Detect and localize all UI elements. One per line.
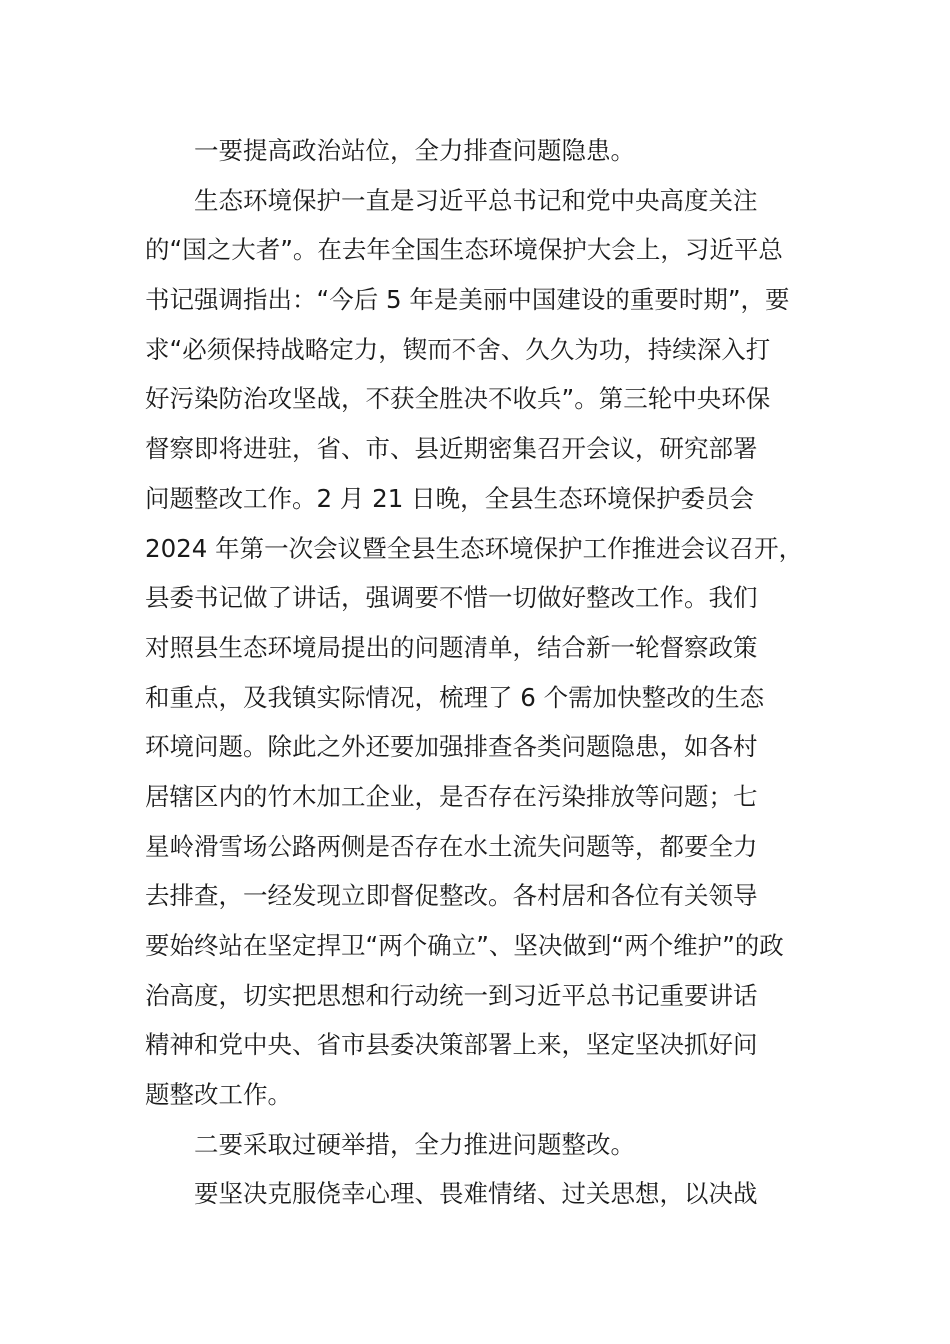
paragraph-line: 环境问题。除此之外还要加强排查各类问题隐患，如各村 <box>145 732 758 762</box>
paragraph-line: 求“必须保持战略定力，锲而不舍、久久为功，持续深入打 <box>145 334 771 364</box>
section-heading-1: 一要提高政治站位，全力排查问题隐患。 <box>194 136 635 165</box>
paragraph-line: 要始终站在坚定捍卫“两个确立”、坚决做到“两个维护”的政 <box>145 931 784 960</box>
paragraph-line: 精神和党中央、省市县委决策部署上来，坚定坚决抓好问 <box>145 1030 758 1060</box>
paragraph-line: 要坚决克服侥幸心理、畏难情绪、过关思想，以决战 <box>194 1179 758 1209</box>
paragraph-line: 问题整改工作。2 月 21 日晚，全县生态环境保护委员会 <box>145 483 755 513</box>
paragraph-line: 生态环境保护一直是习近平总书记和党中央高度关注 <box>194 185 758 215</box>
section-heading-2: 二要采取过硬举措，全力推进问题整改。 <box>194 1129 635 1159</box>
paragraph-line: 好污染防治攻坚战，不获全胜决不收兵”。第三轮中央环保 <box>145 384 771 414</box>
paragraph-line: 居辖区内的竹木加工企业，是否存在污染排放等问题；七 <box>145 781 758 811</box>
paragraph-line: 治高度，切实把思想和行动统一到习近平总书记重要讲话 <box>145 980 758 1010</box>
document-body <box>145 126 815 1219</box>
paragraph-line: 星岭滑雪场公路两侧是否存在水土流失问题等，都要全力 <box>145 831 758 861</box>
paragraph-line: 2024 年第一次会议暨全县生态环境保护工作推进会议召开， <box>145 533 804 563</box>
paragraph-line: 题整改工作。 <box>145 1080 292 1110</box>
paragraph-line: 去排查，一经发现立即督促整改。各村居和各位有关领导 <box>145 881 758 911</box>
paragraph-line: 县委书记做了讲话，强调要不惜一切做好整改工作。我们 <box>145 583 758 613</box>
paragraph-line: 书记强调指出：“今后 5 年是美丽中国建设的重要时期”，要 <box>145 285 790 315</box>
paragraph-line: 对照县生态环境局提出的问题清单，结合新一轮督察政策 <box>145 632 758 662</box>
paragraph-line: 督察即将进驻，省、市、县近期密集召开会议，研究部署 <box>145 434 758 464</box>
paragraph-line: 和重点，及我镇实际情况，梳理了 6 个需加快整改的生态 <box>145 682 765 712</box>
paragraph-line: 的“国之大者”。在去年全国生态环境保护大会上，习近平总 <box>145 235 783 265</box>
